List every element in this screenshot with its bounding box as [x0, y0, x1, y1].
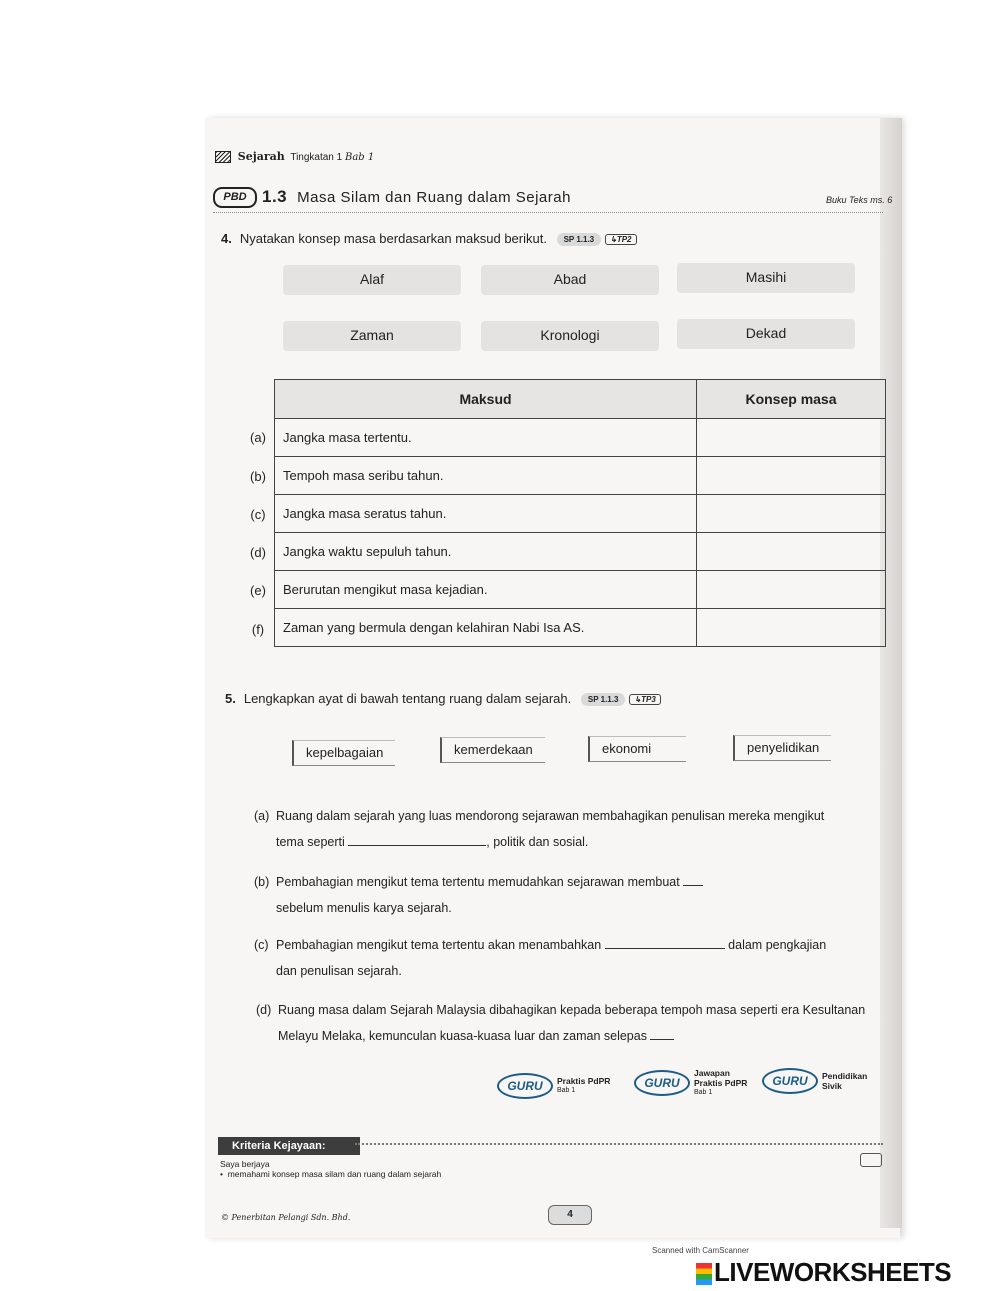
- tp-tag: ↳TP3: [629, 694, 660, 705]
- col-maksud: Maksud: [275, 380, 697, 419]
- publisher-footer: © Penerbitan Pelangi Sdn. Bhd.: [221, 1213, 351, 1222]
- guru-logo: GURU: [762, 1068, 818, 1094]
- answer-cell[interactable]: [697, 571, 886, 609]
- header-level: Tingkatan 1: [290, 152, 343, 163]
- sp-tag: SP 1.1.3: [581, 693, 626, 706]
- table-row: [275, 419, 886, 457]
- book-icon: [215, 151, 231, 163]
- row-label: (c): [250, 507, 266, 522]
- question-5-text: Lengkapkan ayat di bawah tentang ruang dalam sejarah.: [243, 691, 572, 706]
- row-text: Jangka waktu sepuluh tahun.: [275, 533, 697, 571]
- guru-logo: GURU: [634, 1070, 690, 1096]
- kriteria-checkbox[interactable]: [860, 1153, 882, 1167]
- row-label: (d): [250, 545, 266, 560]
- row-label: (a): [250, 430, 266, 445]
- kriteria-title: Kriteria Kejayaan:: [218, 1137, 360, 1155]
- scanner-watermark: Scanned with CamScanner: [652, 1246, 749, 1255]
- guru-jawapan[interactable]: GURU Jawapan Praktis PdPR Bab 1: [634, 1068, 750, 1098]
- row-text: Berurutan mengikut masa kejadian.: [275, 571, 697, 609]
- row-text: Jangka masa tertentu.: [275, 419, 697, 457]
- kriteria-text: Saya berjaya • memahami konsep masa silam dan ruang dalam sejarah: [220, 1159, 442, 1179]
- guru-praktis[interactable]: GURU Praktis PdPR Bab 1: [497, 1073, 610, 1099]
- section-title-text: Masa Silam dan Ruang dalam Sejarah: [297, 189, 571, 206]
- table-row: [275, 609, 886, 647]
- blank-input[interactable]: [348, 845, 486, 846]
- word-box[interactable]: Zaman: [283, 321, 461, 351]
- page-edge: [880, 118, 902, 1228]
- row-label: (e): [250, 583, 266, 598]
- table-row: [275, 457, 886, 495]
- sp-tag: SP 1.1.3: [557, 233, 602, 246]
- blank-input[interactable]: [650, 1039, 674, 1040]
- table-row: [275, 533, 886, 571]
- table-header: [275, 380, 886, 419]
- liveworksheets-brand: LIVEWORKSHEETS: [696, 1257, 951, 1288]
- answer-cell[interactable]: [697, 533, 886, 571]
- page-header: [215, 150, 374, 163]
- answer-cell[interactable]: [697, 419, 886, 457]
- section-number: 1.3: [262, 187, 288, 206]
- concept-table: [274, 379, 886, 647]
- blank-input[interactable]: [683, 885, 703, 886]
- answer-cell[interactable]: [697, 457, 886, 495]
- answer-cell[interactable]: [697, 495, 886, 533]
- pbd-badge: PBD: [213, 187, 257, 208]
- question-4-number: 4.: [221, 231, 232, 246]
- answer-cell[interactable]: [697, 609, 886, 647]
- item-d: (d) Ruang masa dalam Sejarah Malaysia dibahagikan kepada beberapa tempoh masa seperti era Kesultanan Melayu Melaka, kemunculan kuasa-kuasa luar dan zaman selepas: [256, 1003, 866, 1043]
- word-chip[interactable]: ekonomi: [588, 736, 686, 762]
- kriteria-divider: [355, 1143, 883, 1145]
- word-box[interactable]: Kronologi: [481, 321, 659, 351]
- header-chapter: Bab 1: [345, 152, 375, 163]
- word-chip[interactable]: penyelidikan: [733, 735, 831, 761]
- word-chip[interactable]: kepelbagaian: [292, 740, 395, 766]
- header-subject: Sejarah: [237, 150, 285, 163]
- question-5-number: 5.: [225, 691, 236, 706]
- word-box[interactable]: Masihi: [677, 263, 855, 293]
- item-c: (c) Pembahagian mengikut tema tertentu akan menambahkan dalam pengkajian dan penulisan sejarah.: [254, 938, 827, 978]
- row-label: (b): [250, 469, 266, 484]
- item-a: (a) Ruang dalam sejarah yang luas mendorong sejarawan membahagikan penulisan mereka mengikut tema seperti , politik dan sosial.: [254, 809, 825, 849]
- item-b: (b) Pembahagian mengikut tema tertentu memudahkan sejarawan membuat sebelum menulis karya sejarah.: [254, 869, 886, 921]
- textbook-ref: Buku Teks ms. 6: [826, 195, 893, 205]
- guru-logo: GURU: [497, 1073, 553, 1099]
- tp-tag: ↳TP2: [605, 234, 636, 245]
- question-4: [221, 231, 637, 246]
- page-number: 4: [548, 1205, 592, 1225]
- row-text: Zaman yang bermula dengan kelahiran Nabi Isa AS.: [275, 609, 697, 647]
- word-box[interactable]: Dekad: [677, 319, 855, 349]
- row-text: Jangka masa seratus tahun.: [275, 495, 697, 533]
- blank-input[interactable]: [605, 948, 725, 949]
- word-chip[interactable]: kemerdekaan: [440, 737, 545, 763]
- word-box[interactable]: Alaf: [283, 265, 461, 295]
- word-box[interactable]: Abad: [481, 265, 659, 295]
- section-title: [262, 187, 571, 207]
- row-text: Tempoh masa seribu tahun.: [275, 457, 697, 495]
- section-divider: [213, 212, 883, 213]
- guru-sivik[interactable]: GURU Pendidikan Sivik: [762, 1068, 876, 1094]
- question-5: [225, 691, 661, 706]
- col-konsep: Konsep masa: [697, 380, 886, 419]
- liveworksheets-logo-icon: [696, 1263, 712, 1285]
- table-row: [275, 495, 886, 533]
- table-row: [275, 571, 886, 609]
- question-4-text: Nyatakan konsep masa berdasarkan maksud berikut.: [239, 231, 547, 246]
- row-label: (f): [251, 622, 265, 637]
